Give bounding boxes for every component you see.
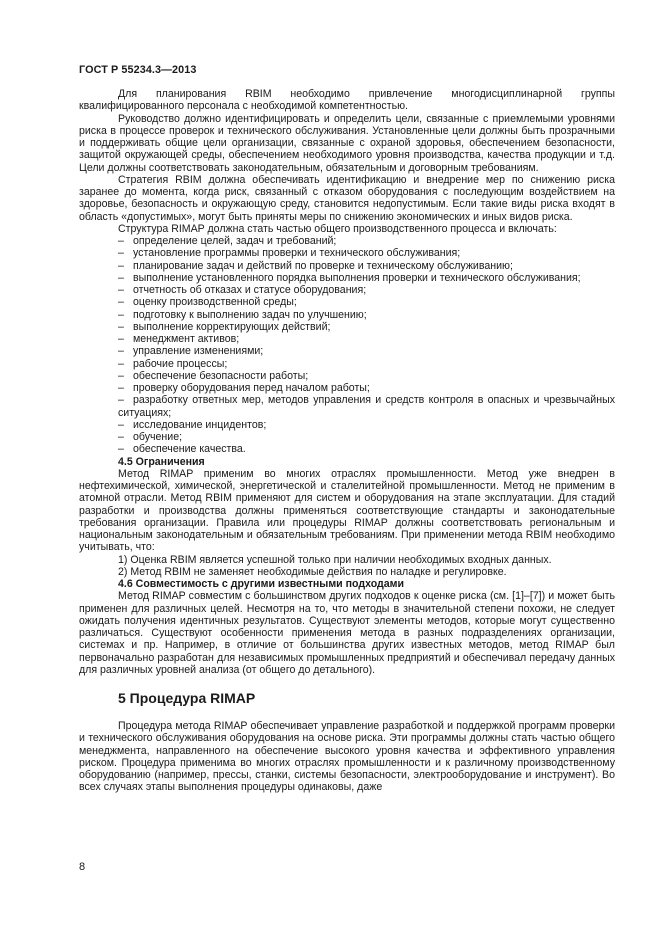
- section-heading-4-6: 4.6 Совместимость с другими известными подходами: [118, 578, 405, 590]
- rimap-structure-list: [79, 235, 615, 456]
- list-dash: –: [118, 235, 124, 247]
- list-item-text: выполнение установленного порядка выполнения проверки и технического обслуживания;: [133, 271, 581, 284]
- list-item-text: рабочие процессы;: [133, 357, 228, 370]
- section-title-5: 5 Процедура RIMAP: [118, 690, 256, 706]
- list-dash: –: [118, 382, 124, 394]
- page-body: [79, 88, 615, 794]
- list-dash: –: [118, 308, 124, 321]
- list-dash: –: [118, 394, 124, 407]
- list-item-text: обеспечение качества.: [133, 443, 246, 456]
- list-item-text: планирование задач и действий по проверке и техническому обслуживанию;: [133, 259, 513, 272]
- list-dash: –: [118, 296, 124, 309]
- list-item: [79, 345, 615, 357]
- paragraph-intro-1: Для планирования RBIM необходимо привлечение многодисциплинарной группы квалифицированного персонала с необходимой компетентностью.: [79, 88, 615, 113]
- list-dash: –: [118, 247, 124, 260]
- list-item: [79, 394, 615, 419]
- list-item: [79, 382, 615, 394]
- list-item: [79, 419, 615, 431]
- list-dash: –: [118, 259, 124, 272]
- list-item: [79, 321, 615, 333]
- list-dash: –: [118, 443, 124, 456]
- list-dash: –: [118, 345, 124, 358]
- paragraph-intro-2: Руководство должно идентифицировать и определить цели, связанные с приемлемыми уровнями риска в процессе проверок и технического обслуживания. Установленные цели должны быть прозрачными и поддерживать общие цели организации, связанные с охраной здоровья, обеспечением безопасности, защитой окружающей среды, обеспечением необходимого уровня производства, качества продукции и т.д. Цели должны соответствовать законодательным, обязательным и договорным требованиям.: [79, 112, 615, 174]
- list-item-text: определение целей, задач и требований;: [133, 235, 337, 247]
- list-dash: –: [118, 431, 124, 443]
- paragraph-intro-3: Стратегия RBIM должна обеспечивать идентификацию и внедрение мер по снижению риска заранее до момента, когда риск, связанный с отказом оборудования с последующим воздействием на здоровье, безопасность и окружающую среду, становится недопустимым. Если такие виды риска входят в область «допустимых», могут быть приняты меры по снижению экономических и иных видов риска.: [79, 173, 615, 223]
- list-item-text: выполнение корректирующих действий;: [133, 320, 331, 333]
- list-item-text: проверку оборудования перед началом работы;: [133, 382, 370, 394]
- list-item-text: подготовку к выполнению задач по улучшению;: [133, 308, 367, 321]
- list-dash: –: [118, 369, 124, 382]
- list-item: [79, 443, 615, 455]
- paragraph-4-5: Метод RIMAP применим во многих отраслях промышленности. Метод уже внедрен в нефтехимической, химической, энергетической и сталелитейной промышленности. Метод не применим в атомной отрасли. Метод RBIM применяют для систем и оборудования на этапе эксплуатации. Для стадий разработки и производства должны применяться соответствующие стандарты и законодательные требования организации. Правила или процедуры RIMAP должны соответствовать региональным и национальным законодательным и обязательным требованиям. При применении метода RBIM необходимо учитывать, что:: [79, 467, 615, 554]
- list-item: [79, 309, 615, 321]
- section-heading-4-5: 4.5 Ограничения: [118, 455, 205, 468]
- list-item: [79, 260, 615, 272]
- list-item: [79, 284, 615, 296]
- list-dash: –: [118, 271, 124, 284]
- list-dash: –: [118, 284, 124, 296]
- list-item: [79, 370, 615, 382]
- document-header: ГОСТ Р 55234.3—2013: [79, 64, 197, 76]
- numbered-item: 1) Оценка RBIM является успешной только при наличии необходимых входных данных.: [118, 553, 552, 566]
- list-item-text: оценку производственной среды;: [133, 296, 297, 309]
- list-item: [79, 272, 615, 284]
- list-dash: –: [118, 320, 124, 333]
- list-item-text: отчетность об отказах и статусе оборудования;: [133, 284, 367, 296]
- page-number: 8: [79, 861, 86, 873]
- list-item-text: обучение;: [133, 431, 183, 443]
- list-dash: –: [118, 418, 124, 431]
- paragraph-4-6: Метод RIMAP совместим с большинством других подходов к оценке риска (см. [1]–[7]) и может быть применен для различных целей. Несмотря на то, что методы в значительной степени похожи, не следует ожидать получения идентичных результатов. Существуют элементы методов, которые могут существенно различаться. Существуют особенности применения метода в разных подразделениях организации, системах и пр. Например, в отличие от большинства других известных методов, метод RIMAP был первоначально разработан для независимых промышленных предприятий и обеспечивал передачу данных для различных уровней анализа (от общего до детального).: [79, 590, 615, 676]
- list-item-text: управление изменениями;: [133, 345, 264, 358]
- list-dash: –: [118, 333, 124, 345]
- list-item: [79, 431, 615, 443]
- list-item-text: обеспечение безопасности работы;: [133, 369, 309, 382]
- list-item: [79, 247, 615, 259]
- list-item: [79, 333, 615, 345]
- list-item-text: установление программы проверки и технического обслуживания;: [133, 247, 461, 260]
- list-item: [79, 296, 615, 308]
- paragraph-intro-4: Структура RIMAP должна стать частью общего производственного процесса и включать:: [118, 222, 557, 235]
- list-item: [79, 235, 615, 247]
- paragraph-5: Процедура метода RIMAP обеспечивает управление разработкой и поддержкой программ проверки и технического обслуживания оборудования на основе риска. Эти программы должны стать частью общего менеджмента, направленного на обеспечение высокого уровня качества и эффективного управления риском. Процедура применима во многих отраслях промышленности и к различному производственному оборудованию (например, прессы, станки, системы безопасности, электрооборудование и инструмент). Во всех случаях этапы выполнения процедуры одинаковы, даже: [79, 720, 615, 794]
- list-item: [79, 358, 615, 370]
- list-dash: –: [118, 357, 124, 370]
- list-item-text: разработку ответных мер, методов управления и средств контроля в опасных и чрезвычайных ситуациях;: [118, 394, 615, 419]
- list-item-text: менеджмент активов;: [133, 333, 240, 345]
- numbered-item: 2) Метод RBIM не заменяет необходимые действия по наладке и регулировке.: [118, 565, 507, 578]
- list-item-text: исследование инцидентов;: [133, 418, 267, 431]
